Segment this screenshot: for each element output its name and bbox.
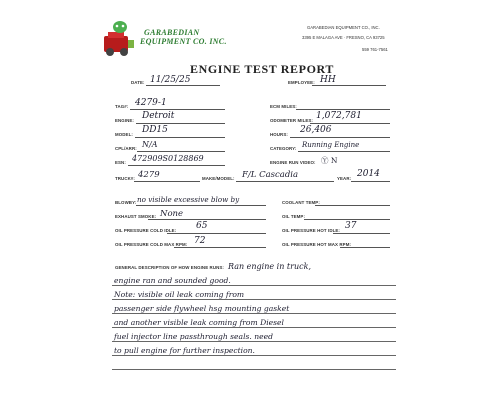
blowby-value: no visible excessive blow by <box>137 195 240 204</box>
truck-value: 4279 <box>138 170 160 180</box>
oil-pressure-hot-idle-line <box>333 233 390 234</box>
description-rule <box>112 313 396 314</box>
employee-line <box>312 85 386 86</box>
make-model-value: F/L Cascadia <box>242 170 299 180</box>
engine-value: Detroit <box>142 111 175 121</box>
hours-line <box>290 137 390 138</box>
ecm-label: ECM MILES: <box>270 104 297 109</box>
cpl-line <box>137 151 225 152</box>
company-logo <box>100 18 230 58</box>
odometer-value: 1,072,781 <box>316 111 362 121</box>
category-line <box>298 151 390 152</box>
blowby-label: BLOWBY: <box>115 200 137 205</box>
truck-line <box>134 181 200 182</box>
category-label: CATEGORY: <box>270 146 297 151</box>
oil-pressure-cold-idle-value: 65 <box>196 221 208 231</box>
exhaust-value: None <box>160 209 184 219</box>
description-rule <box>112 369 396 370</box>
description-rule <box>112 285 396 286</box>
hours-label: HOURS: <box>270 132 288 137</box>
truck-label: TRUCK#: <box>115 176 135 181</box>
cpl-value: N/A <box>142 140 158 149</box>
model-value: DD15 <box>142 125 168 135</box>
make-model-label: MAKE/MODEL: <box>202 176 235 181</box>
oil-pressure-hot-idle-label: OIL PRESSURE HOT IDLE: <box>282 228 340 233</box>
description-line-5: and another visible leak coming from Diesel <box>114 318 284 327</box>
year-label: YEAR: <box>337 176 352 181</box>
exhaust-label: EXHAUST SMOKE: <box>115 214 157 219</box>
company-name-line2: EQUIPMENT CO. INC. <box>140 37 227 46</box>
year-line <box>351 181 390 182</box>
engine-label: ENGINE: <box>115 118 134 123</box>
engine-mascot-icon <box>100 18 140 58</box>
description-label: GENERAL DESCRIPTION OF HOW ENGINE RUNS: <box>115 265 224 270</box>
oil-pressure-hot-max-label: OIL PRESSURE HOT MAX RPM: <box>282 242 352 247</box>
oil-pressure-hot-idle-value: 37 <box>345 221 357 231</box>
oil-temp-label: OIL TEMP: <box>282 214 306 219</box>
description-line-6: fuel injector line passthrough seals. need <box>114 332 273 341</box>
description-rule <box>112 355 396 356</box>
date-value: 11/25/25 <box>150 75 191 85</box>
tag-line <box>130 109 225 110</box>
date-label: DATE: <box>131 80 145 85</box>
description-line-1: Ran engine in truck, <box>228 262 311 271</box>
year-value: 2014 <box>357 169 380 179</box>
engine-line <box>136 123 225 124</box>
report-title: ENGINE TEST REPORT <box>190 62 334 76</box>
blowby-line <box>136 205 266 206</box>
company-address-street: 3395 E MALAGA AVE · FRESNO, CA 93725 <box>302 35 385 40</box>
oil-pressure-cold-max-label: OIL PRESSURE COLD MAX RPM: <box>115 242 188 247</box>
employee-label: EMPLOYEE: <box>288 80 315 85</box>
oil-pressure-cold-idle-line <box>167 233 266 234</box>
model-line <box>135 137 225 138</box>
video-label: ENGINE RUN VIDEO: <box>270 160 316 165</box>
oil-pressure-cold-max-line <box>174 247 266 248</box>
tag-value: 4279-1 <box>135 98 167 108</box>
make-model-line <box>236 181 334 182</box>
company-phone: 559 761-7561 <box>362 47 388 52</box>
date-line <box>146 85 220 86</box>
ecm-line <box>296 109 390 110</box>
esn-label: ESN: <box>115 160 126 165</box>
employee-value: HH <box>320 75 336 85</box>
description-line-2: engine ran and sounded good. <box>114 276 231 285</box>
oil-temp-line <box>304 219 390 220</box>
video-value: Ⓨ N <box>321 156 338 165</box>
company-name-line1: GARABEDIAN <box>144 28 200 37</box>
hours-value: 26,406 <box>300 125 332 135</box>
esn-value: 472909S0128869 <box>132 154 204 163</box>
coolant-line <box>315 205 390 206</box>
odometer-line <box>310 123 390 124</box>
oil-pressure-cold-idle-label: OIL PRESSURE COLD IDLE: <box>115 228 177 233</box>
description-line-4: passenger side flywheel hsg mounting gasket <box>114 304 290 313</box>
exhaust-line <box>148 219 266 220</box>
description-rule <box>112 341 396 342</box>
esn-line <box>128 165 225 166</box>
tag-label: TAG#: <box>115 104 129 109</box>
description-rule <box>112 299 396 300</box>
company-address-name: GARABEDIAN EQUIPMENT CO., INC. <box>307 25 380 30</box>
odometer-label: ODOMETER MILES: <box>270 118 313 123</box>
model-label: MODEL: <box>115 132 133 137</box>
description-line-3: Note: visible oil leak coming from <box>114 290 245 299</box>
cpl-label: CPL/ARR: <box>115 146 137 151</box>
category-value: Running Engine <box>302 141 360 149</box>
description-rule <box>112 327 396 328</box>
description-line-7: to pull engine for further inspection. <box>114 346 255 355</box>
oil-pressure-hot-max-line <box>340 247 390 248</box>
oil-pressure-cold-max-value: 72 <box>194 236 206 246</box>
coolant-label: COOLANT TEMP: <box>282 200 320 205</box>
